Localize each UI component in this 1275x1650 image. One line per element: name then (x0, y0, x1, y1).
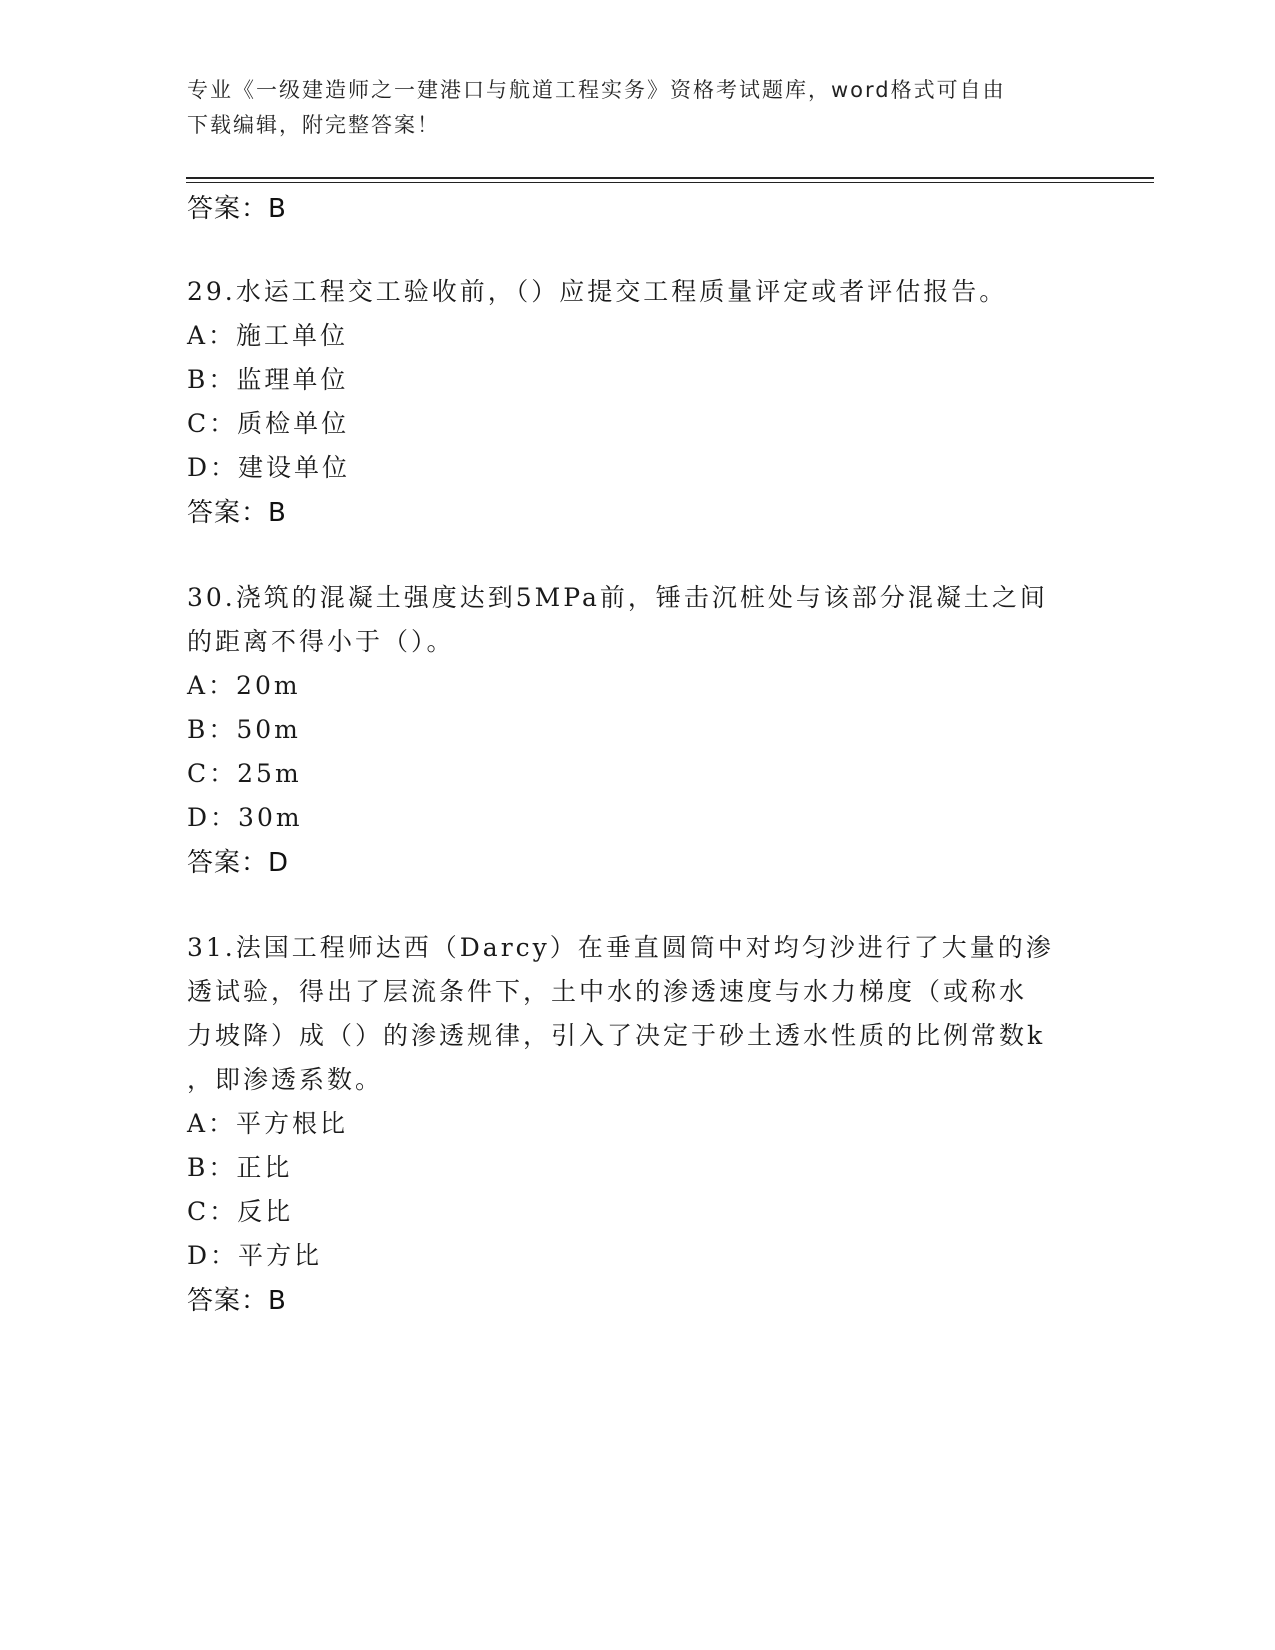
answer: 答案：B (187, 1286, 287, 1316)
option-c: C：25m (187, 759, 302, 788)
option-d: D：平方比 (187, 1241, 323, 1270)
header-line-1: 专业《一级建造师之一建港口与航道工程实务》资格考试题库，word格式可自由 (187, 78, 1006, 102)
question-stem-line: ，即渗透系数。 (187, 1065, 384, 1094)
option-b: B：正比 (187, 1153, 293, 1182)
header-divider-thick (186, 177, 1154, 179)
answer: 答案：D (187, 848, 290, 878)
question-stem-line: 30.浇筑的混凝土强度达到5MPa前，锤击沉桩处与该部分混凝土之间 (187, 583, 1048, 612)
option-c: C：反比 (187, 1197, 294, 1226)
question-stem-line: 29.水运工程交工验收前，（）应提交工程质量评定或者评估报告。 (187, 277, 1008, 306)
option-d: D：建设单位 (187, 453, 351, 482)
header-line-2: 下载编辑，附完整答案！ (187, 113, 440, 137)
previous-answer: 答案：B (187, 194, 287, 224)
answer: 答案：B (187, 498, 287, 528)
question-stem-line: 31.法国工程师达西（Darcy）在垂直圆筒中对均匀沙进行了大量的渗 (187, 933, 1054, 962)
option-b: B：监理单位 (187, 365, 349, 394)
option-c: C：质检单位 (187, 409, 350, 438)
option-a: A：施工单位 (187, 321, 349, 350)
question-stem-line: 力坡降）成（）的渗透规律，引入了决定于砂土透水性质的比例常数k (187, 1021, 1046, 1050)
header-divider-thin (186, 182, 1154, 183)
option-a: A：20m (187, 671, 301, 700)
question-stem-line: 的距离不得小于（）。 (187, 627, 455, 656)
document-header (187, 73, 1087, 143)
option-a: A：平方根比 (187, 1109, 349, 1138)
question-stem-line: 透试验，得出了层流条件下，土中水的渗透速度与水力梯度（或称水 (187, 977, 1028, 1006)
option-b: B：50m (187, 715, 301, 744)
option-d: D：30m (187, 803, 303, 832)
